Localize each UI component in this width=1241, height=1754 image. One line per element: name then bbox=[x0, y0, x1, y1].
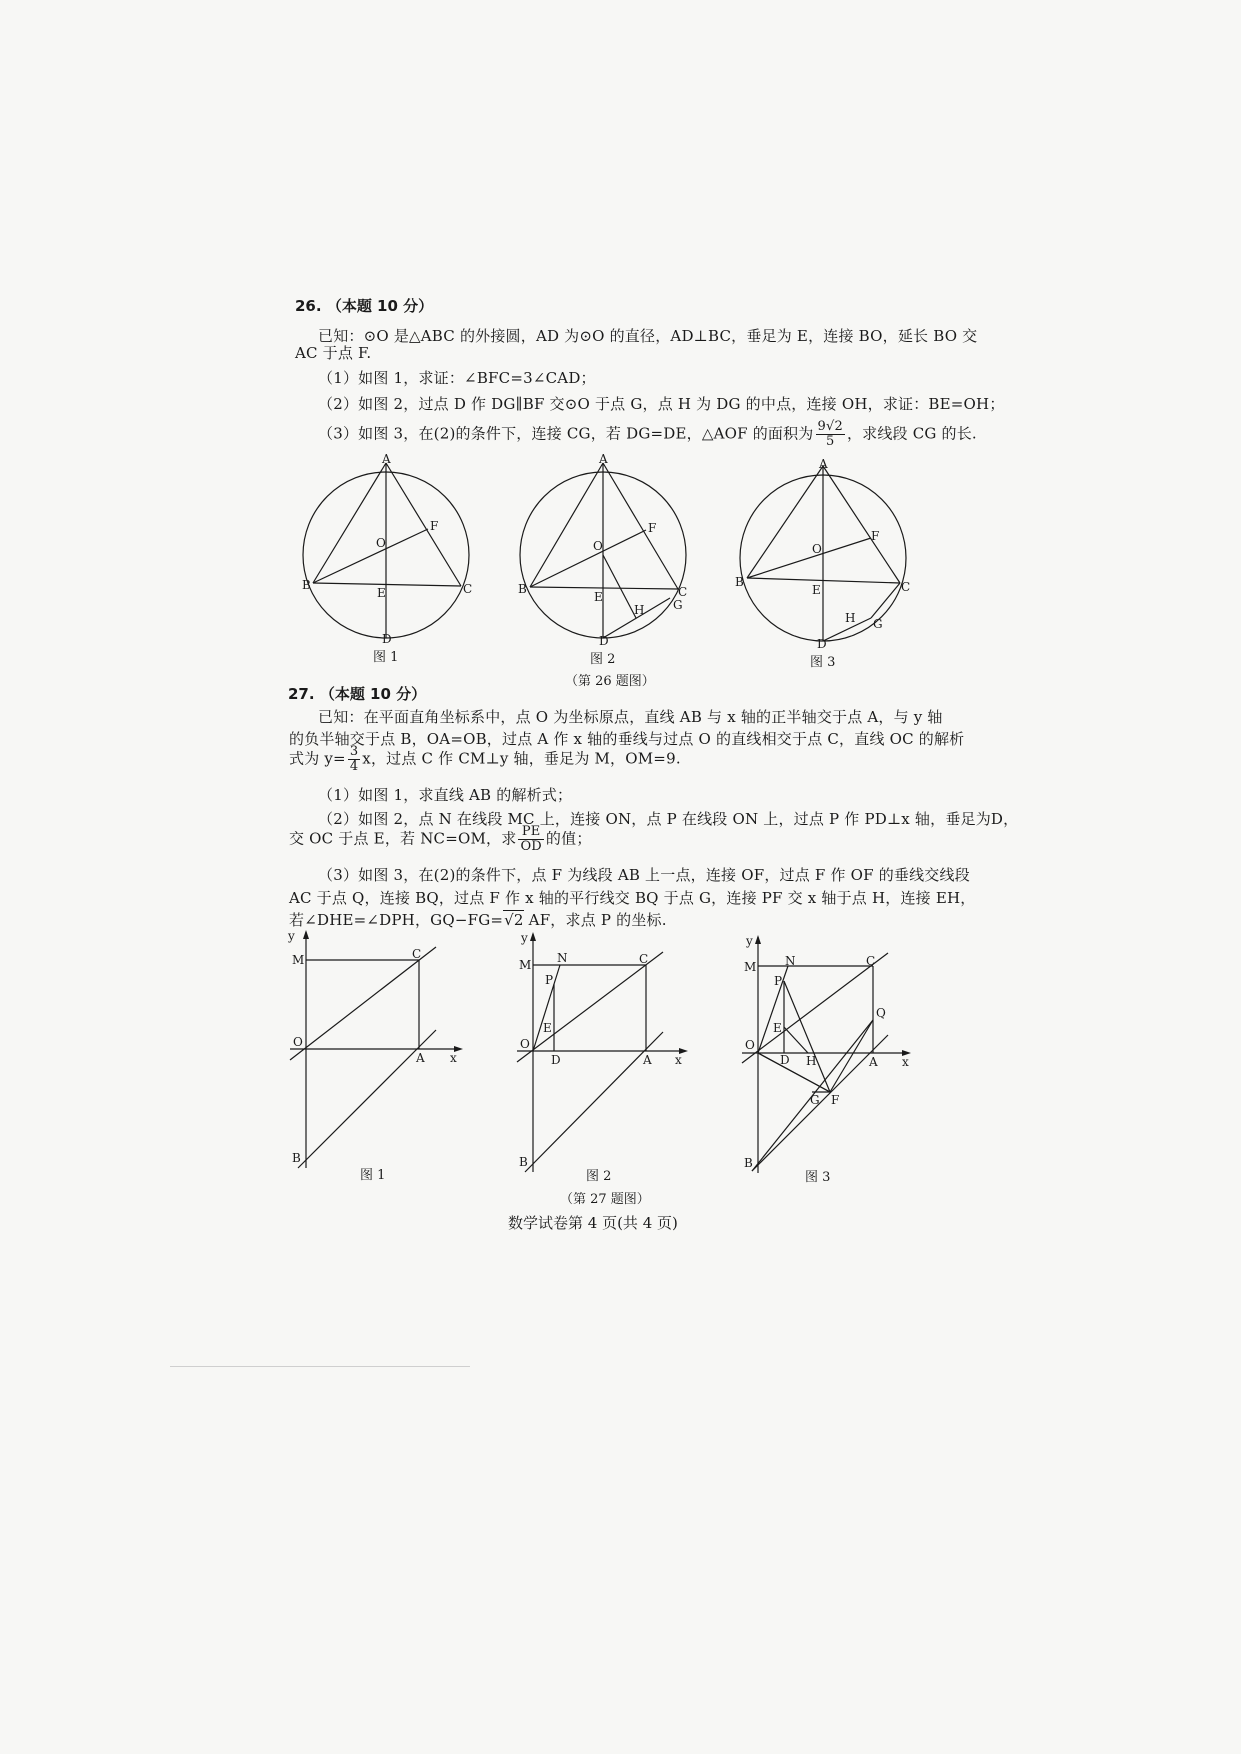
label-y: y bbox=[288, 929, 295, 943]
label-b: B bbox=[519, 1155, 528, 1169]
q26-fig3-label: 图 3 bbox=[810, 655, 836, 670]
q27-figure-1 bbox=[288, 930, 468, 1180]
label-q: Q bbox=[876, 1006, 886, 1020]
line-oc bbox=[290, 947, 436, 1060]
segment-pf bbox=[784, 981, 830, 1092]
line-oc bbox=[742, 953, 888, 1063]
label-b: B bbox=[292, 1151, 301, 1165]
q27-slope-fraction bbox=[348, 745, 360, 774]
label-e: E bbox=[377, 586, 386, 600]
q26-frac-den: 5 bbox=[825, 434, 835, 449]
q27-ratio-num: PE bbox=[518, 825, 543, 840]
y-axis-arrow-icon bbox=[755, 935, 761, 944]
line-ab bbox=[752, 1035, 888, 1171]
label-h: H bbox=[845, 611, 856, 625]
q26-frac-num: 9√2 bbox=[817, 419, 843, 434]
q27-intro-2: 的负半轴交于点 B，OA=OB，过点 A 作 x 轴的垂线与过点 O 的直线相交于点 C，直线 OC 的解析 bbox=[289, 730, 965, 748]
q26-part-3-before: （3）如图 3，在(2)的条件下，连接 CG，若 DG=DE，△AOF 的面积为 bbox=[318, 424, 814, 443]
label-f: F bbox=[648, 521, 657, 535]
label-a: A bbox=[643, 1053, 652, 1067]
q27-fig1-label: 图 1 bbox=[360, 1168, 386, 1183]
q26-figure-3 bbox=[735, 458, 915, 658]
q26-heading bbox=[295, 295, 433, 316]
q26-figure-1 bbox=[298, 452, 478, 655]
label-f: F bbox=[831, 1093, 840, 1107]
segment-bf bbox=[747, 538, 871, 578]
label-c: C bbox=[412, 947, 422, 961]
q27-fig3-label: 图 3 bbox=[805, 1170, 831, 1185]
q26-number: 26. bbox=[295, 297, 322, 315]
q27-number: 27. bbox=[288, 685, 315, 703]
label-c: C bbox=[639, 952, 649, 966]
q27-header: （本题 10 分） bbox=[319, 685, 427, 703]
label-h: H bbox=[806, 1054, 817, 1068]
q27-caption: （第 27 题图） bbox=[560, 1192, 650, 1207]
q27-fig2-label: 图 2 bbox=[586, 1169, 612, 1184]
label-o: O bbox=[593, 539, 603, 553]
q26-intro-2: AC 于点 F. bbox=[295, 344, 372, 362]
segment-ac bbox=[603, 463, 678, 589]
segment-ac bbox=[823, 466, 900, 583]
label-o: O bbox=[745, 1038, 755, 1052]
label-n: N bbox=[557, 951, 568, 965]
label-d: D bbox=[599, 634, 609, 648]
q27-intro-1: 已知：在平面直角坐标系中，点 O 为坐标原点，直线 AB 与 x 轴的正半轴交于点 A，与 y 轴 bbox=[318, 708, 943, 726]
q27-intro-3 bbox=[289, 745, 681, 774]
label-c: C bbox=[463, 582, 473, 596]
q27-figure-3 bbox=[740, 935, 920, 1185]
label-p: P bbox=[774, 974, 783, 988]
label-g: G bbox=[810, 1093, 820, 1107]
label-e: E bbox=[543, 1021, 552, 1035]
segment-bc bbox=[530, 587, 678, 589]
label-c: C bbox=[866, 954, 876, 968]
label-a: A bbox=[416, 1051, 425, 1065]
label-e: E bbox=[812, 583, 821, 597]
label-b: B bbox=[302, 578, 311, 592]
label-g: G bbox=[673, 598, 683, 612]
label-c: C bbox=[678, 585, 688, 599]
q27-intro-3-before: 式为 y= bbox=[289, 749, 346, 768]
segment-bf bbox=[313, 529, 428, 583]
q27-part-2b-before: 交 OC 于点 E，若 NC=OM，求 bbox=[289, 829, 517, 848]
q26-part-3 bbox=[318, 420, 977, 449]
label-x: x bbox=[450, 1051, 457, 1065]
label-a: A bbox=[869, 1055, 878, 1069]
label-a: A bbox=[819, 457, 828, 471]
q26-header: （本题 10 分） bbox=[326, 297, 434, 315]
label-b: B bbox=[744, 1156, 753, 1170]
q26-part-3-after: ，求线段 CG 的长. bbox=[846, 424, 977, 443]
label-n: N bbox=[785, 954, 796, 968]
label-c: C bbox=[901, 580, 911, 594]
label-d: D bbox=[382, 632, 392, 646]
label-b: B bbox=[735, 575, 744, 589]
line-oc bbox=[517, 952, 663, 1062]
q27-part-2b-after: 的值； bbox=[545, 829, 592, 848]
q27-sqrt: √2 bbox=[504, 911, 524, 929]
q26-intro-1: 已知：⊙O 是△ABC 的外接圆，AD 为⊙O 的直径，AD⊥BC，垂足为 E，连接 BO，延长 BO 交 bbox=[318, 327, 978, 345]
y-axis-arrow-icon bbox=[303, 930, 309, 939]
q26-caption: （第 26 题图） bbox=[565, 674, 655, 689]
q27-part-2a: （2）如图 2，点 N 在线段 MC 上，连接 ON，点 P 在线段 ON 上，过点 P 作 PD⊥x 轴，垂足为D， bbox=[318, 810, 1019, 828]
q27-figure-2 bbox=[515, 932, 695, 1182]
q27-intro-3-after: x，过点 C 作 CM⊥y 轴，垂足为 M，OM=9. bbox=[362, 749, 681, 768]
q26-part-1: （1）如图 1，求证：∠BFC=3∠CAD； bbox=[318, 369, 596, 387]
q27-ratio-den: OD bbox=[520, 839, 542, 854]
label-p: P bbox=[545, 973, 554, 987]
label-e: E bbox=[773, 1021, 782, 1035]
q26-area-fraction bbox=[816, 420, 845, 449]
label-x: x bbox=[902, 1055, 909, 1069]
label-a: A bbox=[599, 452, 608, 466]
label-y: y bbox=[521, 931, 528, 945]
label-b: B bbox=[518, 582, 527, 596]
segment-oq-helper bbox=[758, 1053, 830, 1092]
label-m: M bbox=[519, 958, 532, 972]
q27-ratio-fraction bbox=[518, 825, 543, 854]
q27-heading bbox=[288, 683, 426, 704]
label-d: D bbox=[551, 1053, 561, 1067]
label-d: D bbox=[780, 1053, 790, 1067]
label-f: F bbox=[871, 529, 880, 543]
q26-part-2: （2）如图 2，过点 D 作 DG∥BF 交⊙O 于点 G，点 H 为 DG 的中点，连接 OH，求证：BE=OH； bbox=[318, 395, 1005, 413]
segment-ab bbox=[747, 466, 823, 578]
q26-figure-2 bbox=[515, 452, 695, 655]
segment-bc bbox=[313, 583, 461, 586]
label-e: E bbox=[594, 590, 603, 604]
label-h: H bbox=[634, 603, 645, 617]
q27-part-3c bbox=[289, 909, 667, 930]
label-o: O bbox=[293, 1035, 303, 1049]
label-a: A bbox=[382, 452, 391, 466]
segment-oh bbox=[603, 555, 636, 618]
label-y: y bbox=[746, 934, 753, 948]
label-g: G bbox=[873, 617, 883, 631]
label-f: F bbox=[430, 519, 439, 533]
label-o: O bbox=[812, 542, 822, 556]
q27-part-3c-before: 若∠DHE=∠DPH，GQ−FG= bbox=[289, 911, 504, 929]
q27-slope-num: 3 bbox=[349, 744, 359, 759]
label-o: O bbox=[376, 536, 386, 550]
label-m: M bbox=[292, 953, 305, 967]
label-d: D bbox=[817, 637, 827, 651]
label-m: M bbox=[744, 960, 757, 974]
q27-slope-den: 4 bbox=[349, 759, 359, 774]
y-axis-arrow-icon bbox=[530, 932, 536, 941]
q27-part-2b bbox=[289, 825, 592, 854]
label-x: x bbox=[675, 1053, 682, 1067]
q27-part-3b: AC 于点 Q，连接 BQ，过点 F 作 x 轴的平行线交 BQ 于点 G，连接 PF 交 x 轴于点 H，连接 EH， bbox=[289, 889, 976, 907]
q27-part-3c-after: AF，求点 P 的坐标. bbox=[523, 911, 667, 929]
page-footer: 数学试卷第 4 页(共 4 页) bbox=[508, 1214, 678, 1232]
q26-fig1-label: 图 1 bbox=[373, 650, 399, 665]
label-o: O bbox=[520, 1037, 530, 1051]
scan-artifact-line bbox=[170, 1366, 470, 1367]
q27-part-3a: （3）如图 3，在(2)的条件下，点 F 为线段 AB 上一点，连接 OF，过点 F 作 OF 的垂线交线段 bbox=[318, 866, 970, 884]
q27-part-1: （1）如图 1，求直线 AB 的解析式； bbox=[318, 786, 573, 804]
q26-fig2-label: 图 2 bbox=[590, 652, 616, 667]
